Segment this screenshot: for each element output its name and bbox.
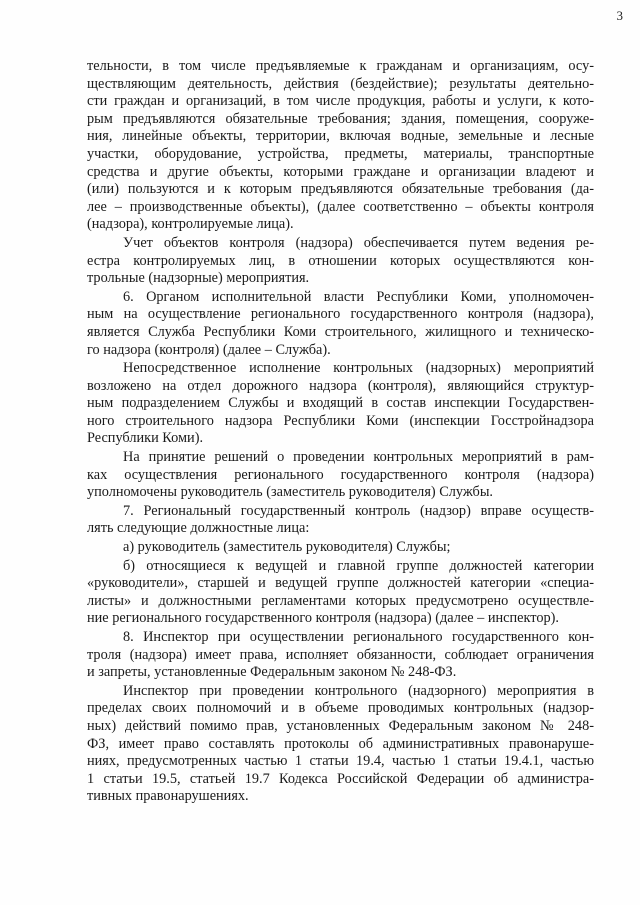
text-line: (надзора), контролируемые лица). bbox=[87, 216, 294, 233]
text-line: ния, линейные объекты, территории, включая водные, земельные и лесные bbox=[87, 128, 594, 145]
text-line: Непосредственное исполнение контрольных (надзорных) мероприятий bbox=[123, 360, 594, 377]
paragraph bbox=[87, 449, 594, 502]
text-line: возложено на отдел дорожного надзора (контроля), являющийся структур- bbox=[87, 377, 594, 394]
text-line: На принятие решений о проведении контрольных мероприятий в рам- bbox=[123, 449, 594, 466]
paragraph bbox=[87, 503, 594, 538]
text-line: рым предъявляются обязательные требования; здания, помещения, сооруже- bbox=[87, 110, 594, 127]
page-number: 3 bbox=[616, 8, 623, 23]
text-line: Республики Коми). bbox=[87, 430, 204, 447]
text-line: ным подразделением Службы и входящий в состав инспекции Государствен- bbox=[87, 395, 594, 412]
text-line: ках осуществления регионального государственного контроля (надзора) bbox=[87, 466, 594, 483]
text-line: ных) действий помимо прав, установленных Федеральным законом № 248- bbox=[87, 717, 594, 734]
text-line: ние регионального государственного контроля (надзора) (далее – инспектор). bbox=[87, 610, 559, 627]
text-line: б) относящиеся к ведущей и главной группе должностей категории bbox=[123, 557, 594, 574]
text-line: ниях, предусмотренных частью 1 статьи 19.4, частью 1 статьи 19.4.1, частью bbox=[87, 753, 594, 770]
text-line: 1 статьи 19.5, статьей 19.7 Кодекса Российской Федерации об администра- bbox=[87, 770, 594, 787]
text-line: тивных правонарушениях. bbox=[87, 788, 249, 805]
text-line: трольные (надзорные) мероприятия. bbox=[87, 270, 310, 287]
text-line: средства и другие объекты, которыми граждане и организации владеют и bbox=[87, 163, 594, 180]
text-line: «руководители», старшей и ведущей группе должностей категории «специа- bbox=[87, 575, 594, 592]
paragraph bbox=[87, 360, 594, 448]
paragraph bbox=[87, 235, 594, 288]
text-line: ФЗ, имеет право составлять протоколы об административных правонаруше- bbox=[87, 735, 594, 752]
paragraph bbox=[87, 629, 594, 682]
text-line: и запреты, установленные Федеральным законом № 248-ФЗ. bbox=[87, 664, 457, 681]
text-line: троля (надзора) имеет права, исполняет обязанности, соблюдает ограничения bbox=[87, 646, 594, 663]
text-line: ществляющим деятельность, действия (бездействие); результаты деятельно- bbox=[87, 75, 594, 92]
paragraph bbox=[87, 58, 594, 234]
text-line: 7. Региональный государственный контроль (надзор) вправе осуществ- bbox=[123, 502, 594, 519]
text-line: а) руководитель (заместитель руководителя) Службы; bbox=[123, 539, 451, 556]
text-line: листы» и должностными регламентами которых предусмотрено осуществле- bbox=[87, 592, 594, 609]
paragraph bbox=[87, 683, 594, 806]
text-line: участки, оборудование, устройства, предметы, материалы, транспортные bbox=[87, 145, 594, 162]
text-line: уполномочены руководитель (заместитель руководителя) Службы. bbox=[87, 484, 494, 501]
text-line: ного строительного надзора Республики Коми (инспекции Госстройнадзора bbox=[87, 412, 594, 429]
text-line: го надзора (контроля) (далее – Служба). bbox=[87, 341, 331, 358]
text-line: (или) пользуются и к которым предъявляются обязательные требования (да- bbox=[87, 181, 594, 198]
paragraph bbox=[87, 539, 594, 557]
text-line: 6. Органом исполнительной власти Республики Коми, уполномочен- bbox=[123, 288, 594, 305]
text-line: естра контролируемых лиц, в отношении которых осуществляются кон- bbox=[87, 252, 594, 269]
text-line: ным на осуществление регионального государственного контроля (надзора), bbox=[87, 306, 594, 323]
document-body bbox=[87, 58, 594, 807]
text-line: лее – производственные объекты), (далее соответственно – объекты контроля bbox=[87, 198, 594, 215]
text-line: тельности, в том числе предъявляемые к гражданам и организациям, осу- bbox=[87, 58, 594, 74]
text-line: лять следующие должностные лица: bbox=[87, 520, 310, 537]
text-line: является Служба Республики Коми строительного, жилищного и техническо- bbox=[87, 323, 594, 340]
text-line: Учет объектов контроля (надзора) обеспечивается путем ведения ре- bbox=[123, 234, 594, 251]
paragraph bbox=[87, 558, 594, 628]
paragraph bbox=[87, 289, 594, 359]
text-line: 8. Инспектор при осуществлении регионального государственного кон- bbox=[123, 629, 594, 645]
text-line: пределах своих полномочий и в объеме проводимых контрольных (надзор- bbox=[87, 700, 594, 717]
text-line: сти граждан и организаций, в том числе продукция, работы и услуги, к кото- bbox=[87, 93, 594, 110]
text-line: Инспектор при проведении контрольного (надзорного) мероприятия в bbox=[123, 682, 594, 699]
